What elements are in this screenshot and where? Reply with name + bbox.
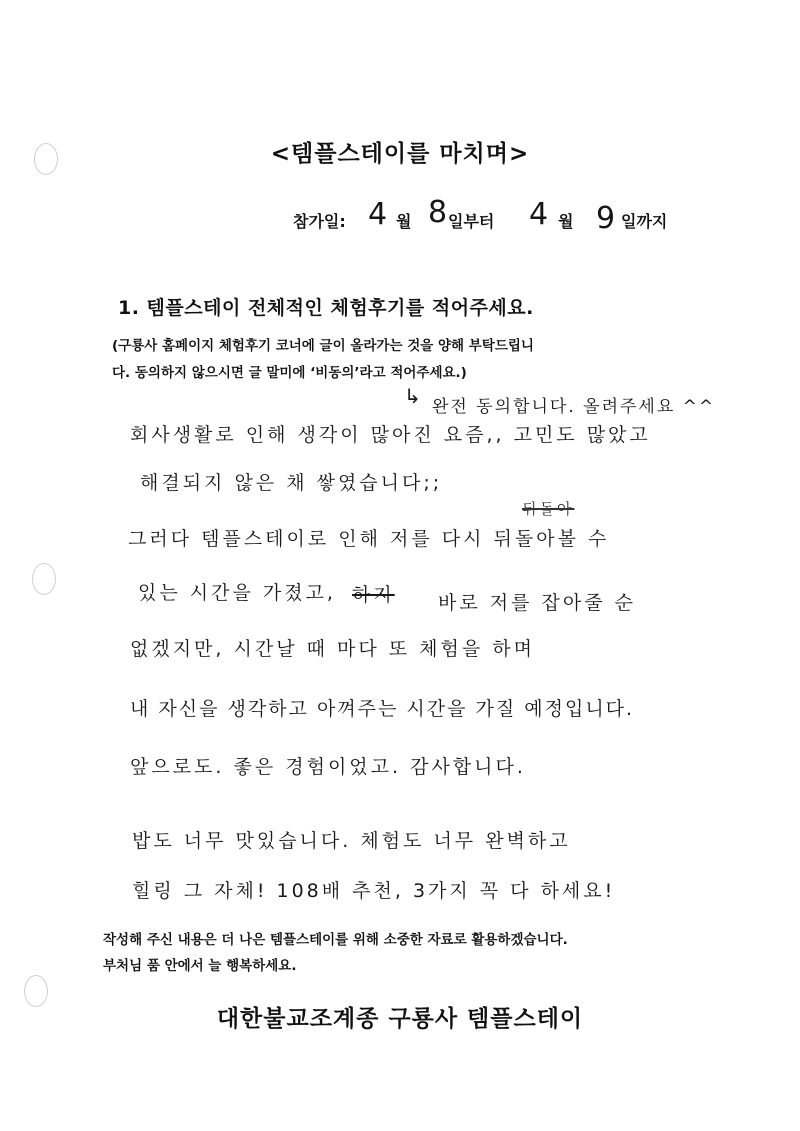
- consent-note: 완전 동의합니다. 올려주세요 ^^: [432, 397, 716, 417]
- start-day-value: 8: [428, 195, 448, 230]
- page-title: <템플스테이를 마치며>: [270, 141, 530, 167]
- handwritten-line-1: 회사생활로 인해 생각이 많아진 요즘,, 고민도 많았고: [130, 424, 651, 446]
- punch-hole-middle: [32, 563, 56, 595]
- to-label: 일까지: [621, 212, 668, 231]
- struck-out-word-1: 뒤돌아: [522, 500, 575, 518]
- participation-label: 참가일:: [293, 212, 346, 231]
- handwritten-line-4: 있는 시간을 가졌고,: [138, 582, 336, 604]
- handwritten-line-7: 앞으로도. 좋은 경험이었고. 감사합니다.: [130, 756, 526, 778]
- handwritten-line-2: 해결되지 않은 채 쌓였습니다;;: [140, 472, 443, 494]
- struck-out-word-2: 하지: [352, 584, 395, 606]
- footer-note-line-2: 부처님 품 안에서 늘 행복하세요.: [103, 958, 297, 974]
- question-1-note-line-2: 다. 동의하지 않으시면 글 말미에 ‘비동의’라고 적어주세요.): [112, 365, 467, 381]
- participation-dates: [293, 195, 713, 255]
- handwritten-line-4b: 바로 저를 잡아줄 순: [438, 592, 636, 614]
- organization-name: 대한불교조계종 구룡사 템플스테이: [216, 1006, 584, 1032]
- handwritten-line-8: 밥도 너무 맛있습니다. 체험도 너무 완벽하고: [132, 830, 571, 852]
- month-label-2: 월: [558, 212, 574, 231]
- question-1-note-line-1: (구룡사 홈페이지 체험후기 코너에 글이 올라가는 것을 양해 부탁드립니: [112, 338, 534, 354]
- end-day-value: 9: [596, 201, 616, 236]
- consent-arrow: ↳: [404, 384, 424, 408]
- month-label-1: 월: [396, 212, 412, 231]
- handwritten-line-3: 그러다 템플스테이로 인해 저를 다시 뒤돌아볼 수: [128, 528, 610, 550]
- question-1-heading: 1. 템플스테이 전체적인 체험후기를 적어주세요.: [118, 297, 534, 319]
- end-month-value: 4: [529, 197, 549, 232]
- handwritten-line-9: 힐링 그 자체! 108배 추천, 3가지 꼭 다 하세요!: [132, 880, 616, 902]
- from-label: 일부터: [448, 212, 495, 231]
- footer-note-line-1: 작성해 주신 내용은 더 나은 템플스테이를 위해 소중한 자료로 활용하겠습니다.: [103, 932, 568, 948]
- start-month-value: 4: [368, 197, 388, 232]
- handwritten-line-5: 없겠지만, 시간날 때 마다 또 체험을 하며: [130, 638, 535, 660]
- handwritten-line-6: 내 자신을 생각하고 아껴주는 시간을 가질 예정입니다.: [130, 698, 635, 720]
